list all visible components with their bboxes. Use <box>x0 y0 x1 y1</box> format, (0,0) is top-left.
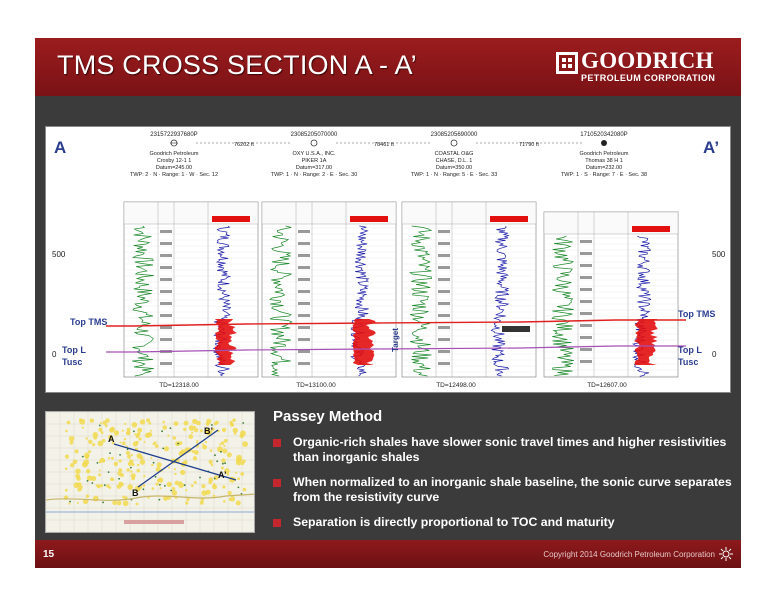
well-lease: Thomas 38 H 1 <box>585 158 623 164</box>
well-header-4 <box>561 132 647 178</box>
passey-bullet-text: Organic-rich shales have slower sonic travel times and higher resistivities than inorganic shales <box>293 435 727 464</box>
cross-section-diagram <box>46 127 732 394</box>
well-location: TWP: 1 · N · Range: 2 · E · Sec. 30 <box>270 172 358 178</box>
company-logo <box>556 48 731 88</box>
passey-bullet <box>273 475 733 505</box>
well-spacing: 76202 ft <box>234 142 254 148</box>
page-number: 15 <box>43 549 55 560</box>
well-api: 23085205070000 <box>290 132 338 138</box>
well-location: TWP: 1 · S · Range: 7 · E · Sec. 38 <box>560 172 648 178</box>
bullet-square-icon <box>273 519 281 527</box>
depth-label-bottom-left: 0 <box>52 350 57 359</box>
well-operator: Goodrich Petroleum <box>579 151 629 157</box>
well-location: TWP: 1 · N · Range: 5 · E · Sec. 33 <box>410 172 498 178</box>
goodrich-logo-icon <box>556 52 578 74</box>
map-scale-bar <box>124 520 184 524</box>
logo-name: GOODRICH <box>581 48 714 73</box>
passey-bullet <box>273 435 733 465</box>
map-label-a-prime: A’ <box>218 470 227 480</box>
well-lease: PIKER 1A <box>301 158 327 164</box>
logo-subtitle: PETROLEUM CORPORATION <box>581 73 716 83</box>
well-td: TD=12498.00 <box>436 382 476 389</box>
depth-label-bottom-right: 0 <box>712 350 717 359</box>
marker-top-tms-left: Top TMS <box>70 317 108 327</box>
well-symbol-icon <box>311 140 317 146</box>
passey-bullet-text: Separation is directly proportional to TOC and maturity <box>293 515 615 529</box>
bullet-square-icon <box>273 479 281 487</box>
slide <box>35 38 741 568</box>
well-log-track <box>262 202 396 377</box>
well-td: TD=13100.00 <box>296 382 336 389</box>
well-header-2 <box>271 132 358 178</box>
well-symbol-icon <box>451 140 457 146</box>
well-operator: COASTAL O&G <box>434 151 474 157</box>
passey-bullet <box>273 515 733 530</box>
well-log-track <box>402 202 536 377</box>
well-spacing: 78461 ft <box>374 142 394 148</box>
passey-heading: Passey Method <box>273 408 383 425</box>
well-datum: Datum=317.00 <box>295 165 333 171</box>
marker-target: Target <box>391 328 400 352</box>
location-map <box>45 411 255 533</box>
well-lease: Crosby 12-1 1 <box>156 158 192 164</box>
map-label-a: A <box>108 434 115 444</box>
well-operator: OXY U.S.A., INC. <box>292 151 336 157</box>
marker-top-tms-right: Top TMS <box>678 309 716 319</box>
well-datum: Datum=232.00 <box>585 165 623 171</box>
section-label-a: A <box>54 138 67 157</box>
marker-tusc-left: Tusc <box>62 357 83 367</box>
well-location: TWP: 2 · N · Range: 1 · W · Sec. 12 <box>129 172 219 178</box>
well-header-3 <box>411 132 498 178</box>
well-header-1 <box>130 132 218 178</box>
depth-label-top-right: 500 <box>712 250 726 259</box>
marker-tusc-right: Tusc <box>678 357 699 367</box>
passey-method-section <box>273 408 733 540</box>
title-bar <box>35 38 741 96</box>
bullet-square-icon <box>273 439 281 447</box>
well-location-map <box>46 412 255 533</box>
well-api: 1710520342080P <box>580 132 628 138</box>
cross-section-panel <box>45 126 731 393</box>
copyright-text: Copyright 2014 Goodrich Petroleum Corporation <box>543 550 715 559</box>
marker-top-l-right: Top L <box>678 345 702 355</box>
section-label-a-prime: A’ <box>703 138 720 157</box>
passey-bullet-text: When normalized to an inorganic shale baseline, the sonic curve separates from the resistivity curve <box>293 475 732 504</box>
well-symbol-icon <box>601 140 607 146</box>
goodrich-sun-icon <box>719 547 733 561</box>
map-label-b-prime: B’ <box>204 426 213 436</box>
well-log-track <box>544 212 678 377</box>
well-td: TD=12318.00 <box>159 382 199 389</box>
well-api: 23085205690000 <box>430 132 478 138</box>
well-spacing: 71790 ft <box>519 142 539 148</box>
well-datum: Datum=245.00 <box>155 165 193 171</box>
well-operator: Goodrich Petroleum <box>149 151 199 157</box>
well-lease: CHASE, D.L. 1 <box>435 158 473 164</box>
depth-label-top-left: 500 <box>52 250 66 259</box>
well-api: 2315722937680P <box>150 132 198 138</box>
marker-top-l-left: Top L <box>62 345 86 355</box>
well-datum: Datum=350.00 <box>435 165 473 171</box>
slide-title: TMS CROSS SECTION A - A’ <box>57 50 417 80</box>
footer-bar <box>35 540 741 568</box>
well-td: TD=12607.00 <box>587 382 627 389</box>
map-label-b: B <box>132 488 139 498</box>
